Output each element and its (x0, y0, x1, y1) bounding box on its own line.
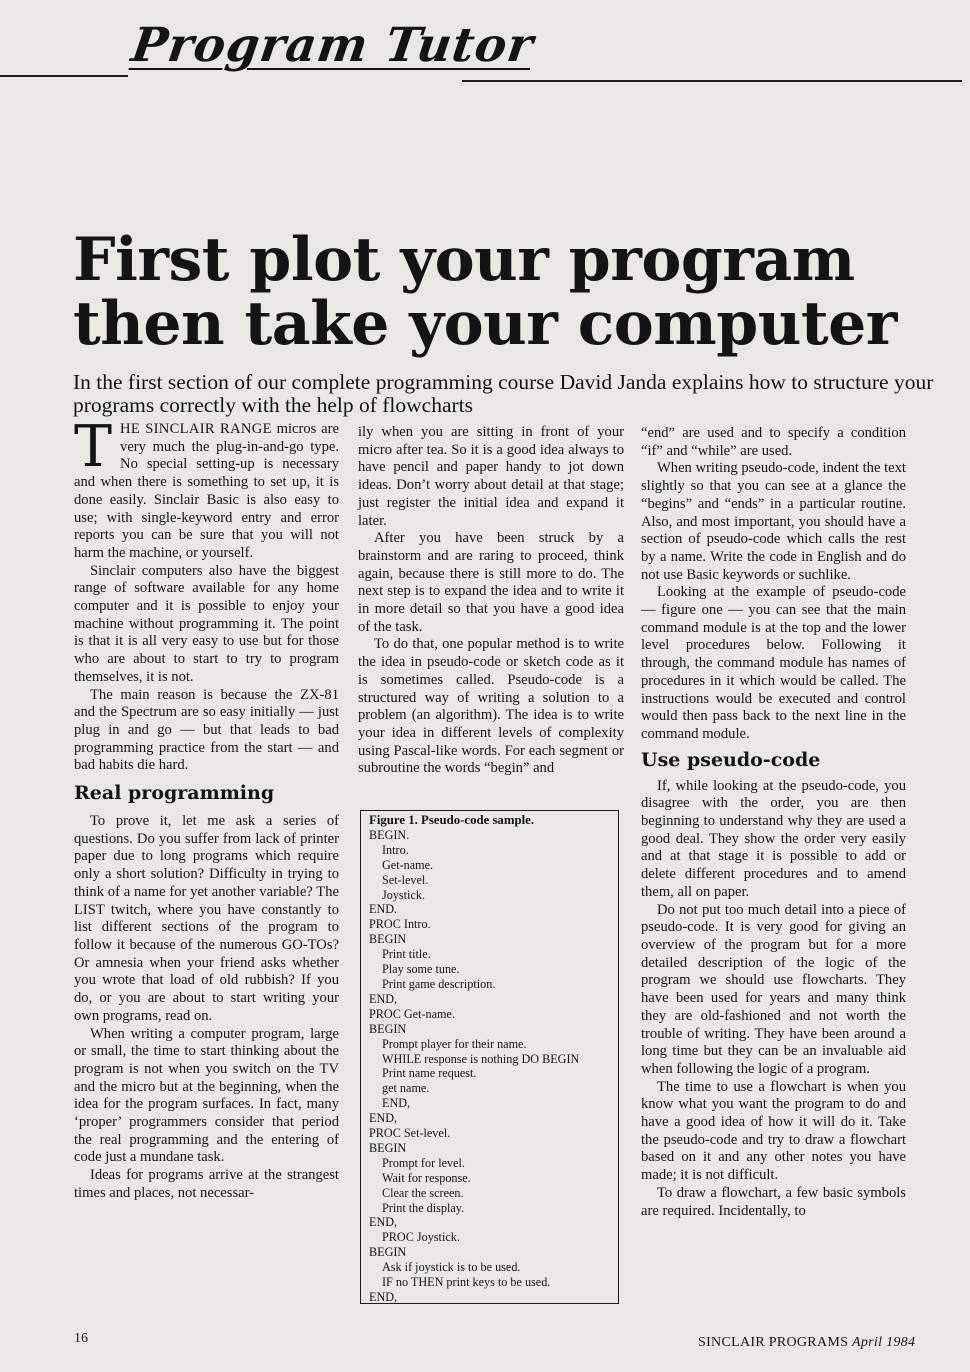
subheading: Real programming (74, 782, 275, 805)
code-line: BEGIN (369, 1021, 407, 1036)
paragraph: When writing pseudo-code, indent the text slightly so that you can see at a glance the “begins” and “ends” in a particular routine. Also, and most important, you should have a section of pseudo-code which calls the rest by a name. Write the code in English and do not use Basic keywords or suchlike. (641, 460, 906, 583)
paragraph: “end” are used and to specify a condition “if” and “while” are used. (641, 425, 906, 459)
page-number: 16 (74, 1331, 88, 1346)
header-rule-left (0, 75, 128, 77)
code-line: Get-name. (382, 857, 434, 872)
paragraph: Do not put too much detail into a piece of pseudo-code. It is very good for giving an overview of the program but for a more detailed description of the logic of the program we should use flowcharts. They have been used for years and many think they are old-fashioned and not worth the trouble of writing. They have been around a long time but they can be an invaluable aid when following the logic of a program. (641, 901, 906, 1077)
code-line: Play some tune. (382, 962, 460, 977)
code-line: BEGIN. (369, 827, 410, 842)
code-line: END, (369, 1290, 398, 1304)
paragraph: The time to use a flowchart is when you know what you want the program to do and have a good idea of how it will do it. Take the pseudo-code and try to draw a flowchart based on it and any other notes you have made; it is not difficult. (641, 1078, 906, 1184)
code-line: get name. (382, 1081, 430, 1096)
code-line: END, (369, 1111, 398, 1126)
footer-credit (698, 1335, 915, 1351)
paragraph: When writing a computer program, large or small, the time to start thinking about the program is not when you switch on the TV and the micro but at the beginning, when the idea for the program surfaces. In fact, many ‘proper’ programmers consider that period the real programming and the entering of code just a mundane task. (74, 1025, 339, 1166)
figure-code-lines (369, 828, 610, 1305)
code-line: Clear the screen. (382, 1185, 464, 1200)
paragraph: If, while looking at the pseudo-code, you disagree with the order, you are then beginning to understand why they are used a good deal. They show the order very easily and at that stage it is possible to add or delete different procedures and to amend them, all on paper. (641, 777, 906, 900)
standfirst: In the first section of our complete programming course David Janda explains how to structure your programs correctly with the help of flowcharts (73, 370, 934, 417)
paragraph (74, 414, 339, 563)
figure-title: Figure 1. Pseudo-code sample. (369, 813, 535, 827)
code-line: Print title. (382, 947, 431, 962)
code-line: BEGIN (369, 1140, 407, 1155)
paragraph: To draw a flowchart, a few basic symbols are required. Incidentally, to (641, 1184, 906, 1219)
intro-caps: HE SINCLAIR RANGE (120, 421, 272, 437)
code-line: Print the display. (382, 1200, 465, 1215)
code-line: Print name request. (382, 1066, 477, 1081)
paragraph: The main reason is because the ZX-81 and the Spectrum are so easy initially — just plug in and go — but that leads to bad programming practice from the start — and bad habits die hard. (74, 686, 339, 774)
code-line: Prompt player for their name. (382, 1036, 527, 1051)
code-line: END. (369, 902, 398, 917)
code-line: END, (369, 991, 398, 1006)
paragraph: Sinclair computers also have the biggest range of software available for any home computer and it is possible to enjoy your machine without programming it. The point is that it is all very easy to use but for those who are about to start to try to program themselves, it is not. (74, 562, 339, 685)
code-line: PROC Get-name. (369, 1006, 455, 1021)
drop-cap: T (74, 414, 113, 480)
magazine-name: SINCLAIR PROGRAMS (698, 1335, 849, 1350)
headline-line-2: then take your computer (73, 289, 897, 359)
code-line: Wait for response. (382, 1170, 471, 1185)
code-line: Intro. (382, 842, 409, 857)
issue-date: April 1984 (852, 1335, 916, 1350)
code-line: BEGIN (369, 1245, 407, 1260)
code-line: IF no THEN print keys to be used. (382, 1275, 551, 1290)
paragraph: Ideas for programs arrive at the strangest times and places, not necessar- (74, 1167, 339, 1201)
code-line: END, (369, 1215, 398, 1230)
pseudo-code-figure (360, 810, 619, 1304)
article-column-2 (358, 424, 624, 778)
paragraph: ily when you are sitting in front of your micro after tea. So it is a good idea always to have pencil and paper handy to jot down ideas. Don’t worry about detail at that stage; just register the initial idea and expand it later. (358, 424, 624, 529)
headline (73, 225, 953, 359)
code-line: PROC Joystick. (382, 1230, 460, 1245)
header-rule-right (462, 80, 962, 82)
article-column-3 (641, 425, 906, 1220)
code-line: WHILE response is nothing DO BEGIN (382, 1051, 580, 1066)
paragraph: To prove it, let me ask a series of questions. Do you suffer from lack of printer paper due to long programs which require only a short solution? Difficulty in trying to think of a name for yet another variable? The LIST twitch, where you have constantly to list different sections of the program to follow it because of the numerous GO-TOs? Or amnesia when your friend asks whether you wrote that load of old rubbish? If you do, or you are about to start writing your own programs, read on. (74, 813, 339, 1024)
headline-line-1: First plot your program (73, 225, 855, 295)
code-line: BEGIN (369, 932, 407, 947)
code-line: PROC Intro. (369, 917, 431, 932)
code-line: Prompt for level. (382, 1155, 465, 1170)
code-line: Print game description. (382, 976, 496, 991)
code-line: END, (382, 1096, 411, 1111)
paragraph: To do that, one popular method is to write the idea in pseudo-code or sketch code as it is sometimes called. Pseudo-code is a structured way of writing a solution to a problem (an algorithm). The idea is to write your idea in different levels of complexity using Pascal-like words. For each segment or subroutine the words “begin” and (358, 636, 624, 777)
paragraph-text: micros are very much the plug-in-and-go type. No special setting-up is necessary and when there is something to set up, it is done easily. Sinclair Basic is also easy to use; with single-keyword entry and error reports you can be sure that you will not harm the machine, or yourself. (74, 421, 339, 561)
code-line: PROC Set-level. (369, 1126, 451, 1141)
code-line: Ask if joystick is to be used. (382, 1260, 521, 1275)
subheading: Use pseudo-code (641, 748, 821, 771)
section-logo: Program Tutor (128, 18, 538, 73)
code-line: Joystick. (382, 887, 425, 902)
code-line: Set-level. (382, 872, 429, 887)
paragraph: Looking at the example of pseudo-code — figure one — you can see that the main command module is at the top and the lower level procedures below. Following it through, the command module has names of procedures in it which would be called. The instructions would be executed and control would then pass back to the next line in the command module. (641, 584, 906, 742)
paragraph: After you have been struck by a brainstorm and are raring to proceed, think again, because there is still more to do. The next step is to expand the idea and to write it in more detail so that you have a good idea of the task. (358, 530, 624, 635)
article-column-1 (74, 414, 339, 1203)
